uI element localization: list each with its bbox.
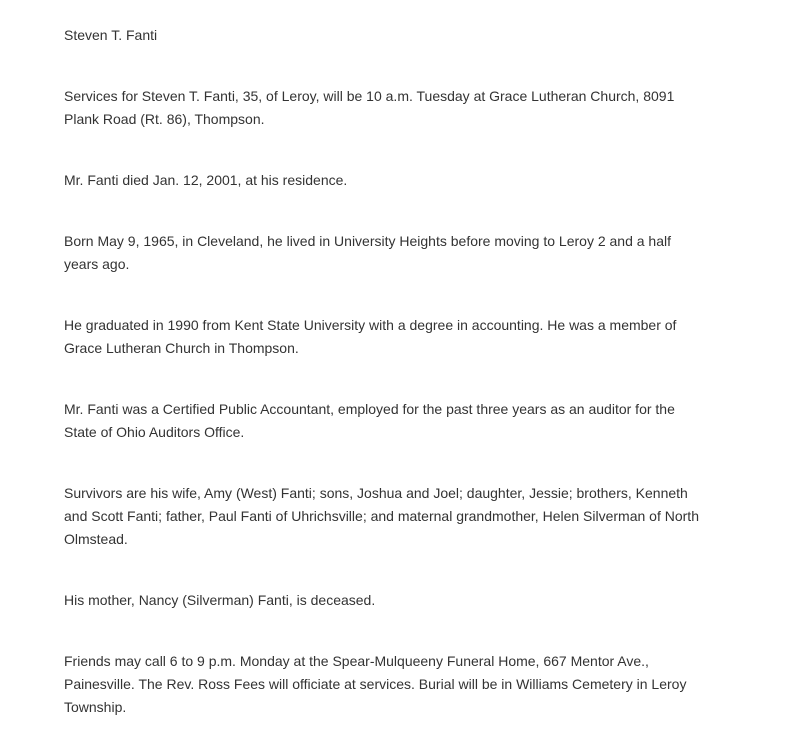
obituary-paragraph-services: Services for Steven T. Fanti, 35, of Leroy, will be 10 a.m. Tuesday at Grace Lutheran Church, 8091 Plank Road (Rt. 86), Thompson. <box>64 88 675 127</box>
obituary-paragraph-visitation: Friends may call 6 to 9 p.m. Monday at the Spear-Mulqueeny Funeral Home, 667 Mentor Ave., Painesville. The Rev. Ross Fees will officiate at services. Burial will be in Williams Cemetery in Leroy Township. <box>64 653 687 715</box>
obituary-paragraph-career: Mr. Fanti was a Certified Public Accountant, employed for the past three years as an auditor for the State of Ohio Auditors Office. <box>64 401 675 440</box>
obituary-paragraph-survivors: Survivors are his wife, Amy (West) Fanti; sons, Joshua and Joel; daughter, Jessie; brothers, Kenneth and Scott Fanti; father, Paul Fanti of Uhrichsville; and maternal grandmother, Helen Silverman of North Olmstead. <box>64 485 699 547</box>
obituary-paragraph-birth: Born May 9, 1965, in Cleveland, he lived in University Heights before moving to Leroy 2 and a half years ago. <box>64 233 672 272</box>
obituary-paragraph-death: Mr. Fanti died Jan. 12, 2001, at his residence. <box>64 172 348 188</box>
obituary-paragraph-mother: His mother, Nancy (Silverman) Fanti, is deceased. <box>64 592 376 608</box>
obituary-paragraph-education: He graduated in 1990 from Kent State University with a degree in accounting. He was a member of Grace Lutheran Church in Thompson. <box>64 317 677 356</box>
obituary-title: Steven T. Fanti <box>64 27 158 43</box>
